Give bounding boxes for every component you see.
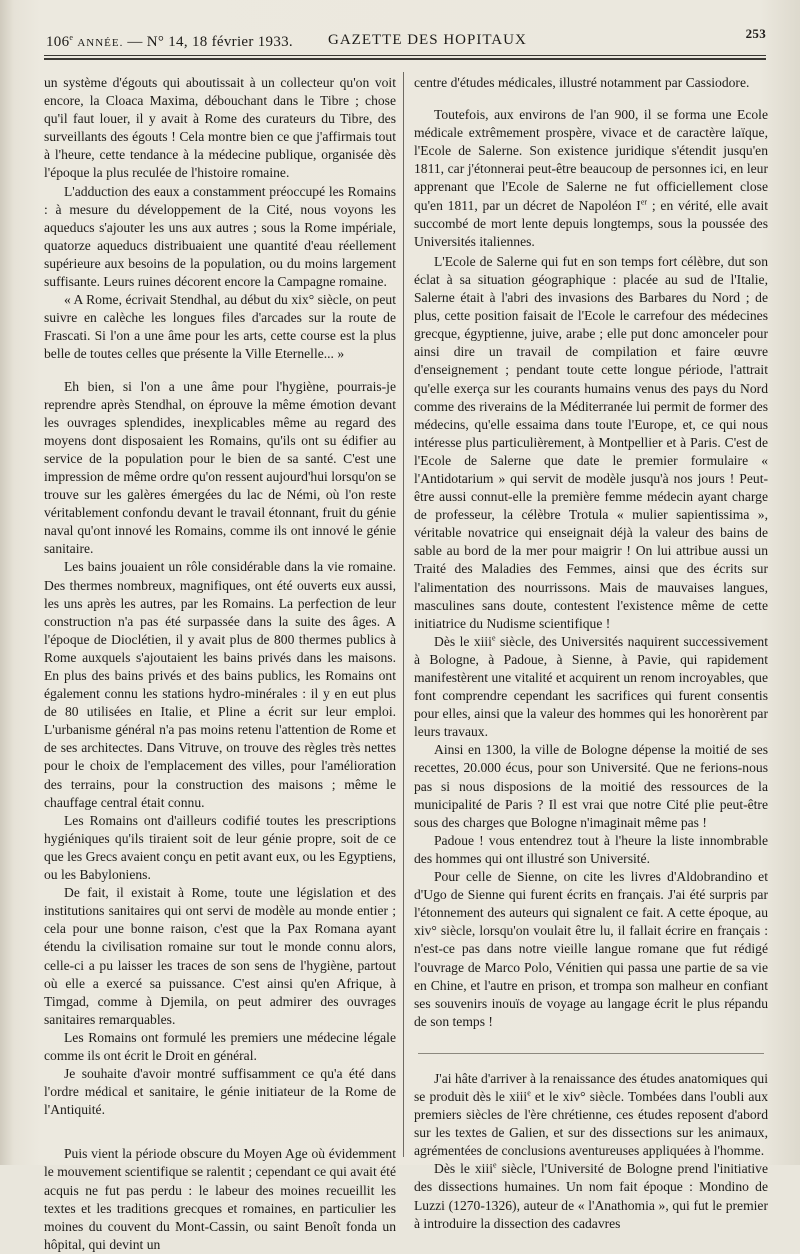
issue-line	[46, 34, 293, 51]
superscript: e	[493, 1160, 497, 1170]
right-column	[414, 74, 768, 1233]
paragraph: un système d'égouts qui aboutissait à un collecteur qu'on voit encore, la Cloaca Maxima, débouchant dans le Tibre ; chose qu'il faut louer, il y avait à Rome des curateurs du Tibre, des surveillants des égouts ! Cela montre bien ce que j'affirmais tout à l'heure, cette tendance à la médecine publique, organisée dès l'époque la plus reculée de l'histoire romaine.	[44, 75, 396, 181]
paragraph	[414, 1160, 768, 1232]
page-header	[46, 26, 766, 52]
issue-number: 106	[46, 34, 70, 50]
journal-title: GAZETTE DES HOPITAUX	[328, 32, 527, 48]
quotation: « A Rome, écrivait Stendhal, au début du xix° siècle, on peut suivre en calèche les longues files d'arcades sur la route de Frascati. Si l'on a une âme pour les arts, cette course est la plus belle de toutes celles que présente la Ville Eternelle... »	[44, 292, 396, 362]
paragraph: L'adduction des eaux a constamment préoccupé les Romains : à mesure du développement de la Cité, nous voyons les aqueducs s'ajouter les uns aux autres ; sous la Rome impériale, quatorze aqueducs distribuaient une quantité d'eau réellement supérieure aux besoins de la population, ou du moins largement suffisante. Leurs ruines décorent encore la Campagne romaine.	[44, 183, 396, 290]
superscript: er	[640, 197, 648, 207]
text-run: Dès le xiii	[434, 1161, 494, 1177]
paragraph: Padoue ! vous entendrez tout à l'heure la liste innombrable des hommes qui ont illustré son Université.	[414, 832, 768, 866]
issue-annee: ANNÉE.	[77, 37, 124, 49]
paragraph: Je souhaite d'avoir montré suffisamment ce qu'a été dans l'ordre médical et sanitaire, le génie initiateur de la Rome de l'Antiquité.	[44, 1066, 396, 1118]
text-run: J'ai hâte d'arriver à la renaissance des études anatomiques qui se produit dès le xiii	[414, 1070, 768, 1104]
header-rule-thin	[44, 55, 766, 56]
paragraph	[414, 633, 768, 742]
issue-ordinal: e	[69, 33, 74, 42]
superscript: e	[527, 1088, 531, 1098]
column-divider	[403, 72, 404, 1157]
paragraph: L'Ecole de Salerne qui fut en son temps fort célèbre, dut son éclat à sa situation géographique : placée au sud de l'Italie, Salerne était à l'abri des invasions des Barbares du Nord ; de plus, cette position faisait de l'Ecole le carrefour des médecines grecque, égyptienne, juive, arabe ; elle put donc amonceler pour ainsi dire un travail de compilation et faire œuvre d'enseignement ; pendant toute cette longue période, l'attrait qu'elle exerça sur les courants humains venus des pays du Nord comme des riverains de la Méditerranée lui permit de former des médecins, qu'elle essaima dans toute l'Europe, et, ce qui nous intéresse plus particulièrement, à Montpellier et à Paris. C'est de l'Ecole de Salerne que date le premier formulaire « l'Antidotarium » qui servit de modèle jusqu'à nos jours ! Peut-être aussi connut-elle la première femme médecin ayant charge de professeur, la célèbre Trotula « mulier sapientissima », véritable novatrice qui enseignait déjà la valeur des bains de sable au bord de la mer pour maigrir ! On lui attribue aussi un Traité des Maladies des Femmes, ainsi que des écrits sur l'alimentation des nourrissons. Mais de mauvaises langues, masculines sans doute, contestent l'existence même de cette initiatrice du Nudisme scientifique !	[414, 253, 768, 631]
issue-date: — N° 14, 18 février 1933.	[127, 34, 293, 50]
paragraph: Eh bien, si l'on a une âme pour l'hygiène, pourrais-je reprendre après Stendhal, on éprouve la même émotion devant les ouvrages splendides, inexplicables même au regard des moyens dont disposaient les Romains, qu'ils ont su édifier au service de la population pour le bien de sa santé. C'est une impression de même ordre qu'on ressent aujourd'hui lorsqu'on se trouve sur les galères émergées du lac de Némi, où l'on reste véritablement confondu devant le travail étonnant, fruit du génie naval qu'ont innové les Romains, comme ils ont innové le génie sanitaire.	[44, 378, 396, 557]
paragraph	[414, 106, 768, 251]
text-run: et le xiv° siècle. Tombées dans l'oubli aux premiers siècles de l'ère chrétienne, ces études reposent d'abord sur les textes de Galien, et sur des dissections sur les animaux, agrémentées de conclusions aventureuses appliquées à l'homme.	[414, 1088, 768, 1159]
paragraph: Les bains jouaient un rôle considérable dans la vie romaine. Des thermes nombreux, magnifiques, ont été ouverts eux aussi, les uns après les autres, par les Romains. La perfection de leur construction n'a pas été surpassée dans la suite des âges. A l'époque de Dioclétien, il y avait plus de 800 thermes publics à Rome auxquels s'ajoutaient les bains privés dans les maisons. En plus des bains privés et des bains publics, les Romains ont également connu les stations hydro-minérales : il y en eut plus de 80 utilisées en Italie, et Pline a écrit sur leur emploi. L'urbanisme général n'a pas moins retenu l'attention de Rome et de ses architectes. Dans Vitruve, on trouve des règles très nettes pour le choix de l'emplacement des villes, pour l'amélioration des terrains, pour la construction des maisons ; même le chauffage central était connu.	[44, 559, 396, 810]
text-run: Dès le xiii	[434, 633, 492, 649]
text-run: siècle, l'Université de Bologne prend l'initiative des dissections humaines. Un nom fait époque : Mondino de Luzzi (1270-1326), auteur de « l'Anathomia », qui fut le premier à introduire la dissection des cadavres	[414, 1161, 768, 1231]
text-run: Toutefois, aux environs de l'an 900, il se forma une Ecole médicale extrêmement prospère, vivace et de caractère laïque, l'Ecole de Salerne. Son existence juridique s'étendit jusqu'en 1811, car j'étonnerai peut-être beaucoup de personnes ici, en leur apprenant que l'Ecole de Salerne ne fut officiellement close qu'en 1811, par un décret de Napoléon I	[414, 107, 768, 213]
section-separator	[418, 1053, 764, 1054]
paragraph	[414, 1070, 768, 1160]
paragraph: De fait, il existait à Rome, toute une législation et des institutions sanitaires qui ont servi de modèle au monde entier ; cela pour une bonne raison, c'est que la Pax Romana ayant étendu la civilisation romaine sur tout le monde connu alors, celle-ci a pu laisser les traces de son sens de l'hygiène, partout où elle a exercé sa puissance. C'est ainsi qu'en Afrique, à Timgad, comme à Djemila, on peut admirer des ouvrages sanitaires remarquables.	[44, 885, 396, 1027]
text-run: ; en vérité, elle avait succombé de mort lente depuis longtemps, sous la poussée des Universités italiennes.	[414, 197, 768, 249]
paragraph: Ainsi en 1300, la ville de Bologne dépense la moitié de ses recettes, 20.000 écus, pour son Université. Que ne ferions-nous pas si nous disposions de la moitié des ressources de la municipalité de Paris ? Il est vrai que notre Cité plie peut-être sous des charges que Bologne n'imaginait même pas !	[414, 742, 768, 830]
paragraph: Les Romains ont d'ailleurs codifié toutes les prescriptions hygiéniques qu'ils tiraient soit de leur génie propre, soit de ce que les Grecs avaient conçu en petit avant eux, ou les Egyptiens, ou les Babyloniens.	[44, 812, 396, 883]
paragraph: centre d'études médicales, illustré notamment par Cassiodore.	[414, 75, 750, 90]
paragraph: Puis vient la période obscure du Moyen Age où évidemment le mouvement scientifique se ralentit ; cependant ce qui avait été acquis ne fut pas perdu : le labeur des moines recueillit les textes et les traditions grecques et romaines, en particulier les moines du couvent du Mont-Cassin, ou saint Benoît fonda un hôpital, qui devint un	[44, 1146, 396, 1252]
paragraph: Les Romains ont formulé les premiers une médecine légale comme ils ont écrit le Droit en général.	[44, 1029, 396, 1063]
superscript: e	[491, 633, 496, 643]
text-run: siècle, des Universités naquirent successivement à Bologne, à Padoue, à Sienne, à Pavie, qui rapidement manifestèrent une vitalité et acquirent un renom incroyables, que font comprendre cependant les sacrifices qui furent consentis pour elles, ainsi que la valeur des hommes qui les honorèrent par leurs travaux.	[414, 633, 768, 740]
paragraph: Pour celle de Sienne, on cite les livres d'Aldobrandino et d'Ugo de Sienne qui furent écrits en français. J'ai été surpris par l'étonnement des auteurs qui signalent ce fait. A cette époque, au xiv° siècle, lorsqu'on voulait être lu, il fallait écrire en français : n'est-ce pas dans notre vieille langue romane que fut rédigé l'ouvrage de Marco Polo, Vénitien qui passa une partie de sa vie en Chine, et l'autre en prison, et trompa son malheur en confiant ses souvenirs inouïs de voyage au langage écrit le plus répandu de son temps !	[414, 869, 768, 1029]
page-number: 253	[745, 26, 766, 41]
header-rule-thick	[44, 58, 766, 60]
left-column	[44, 74, 396, 1254]
